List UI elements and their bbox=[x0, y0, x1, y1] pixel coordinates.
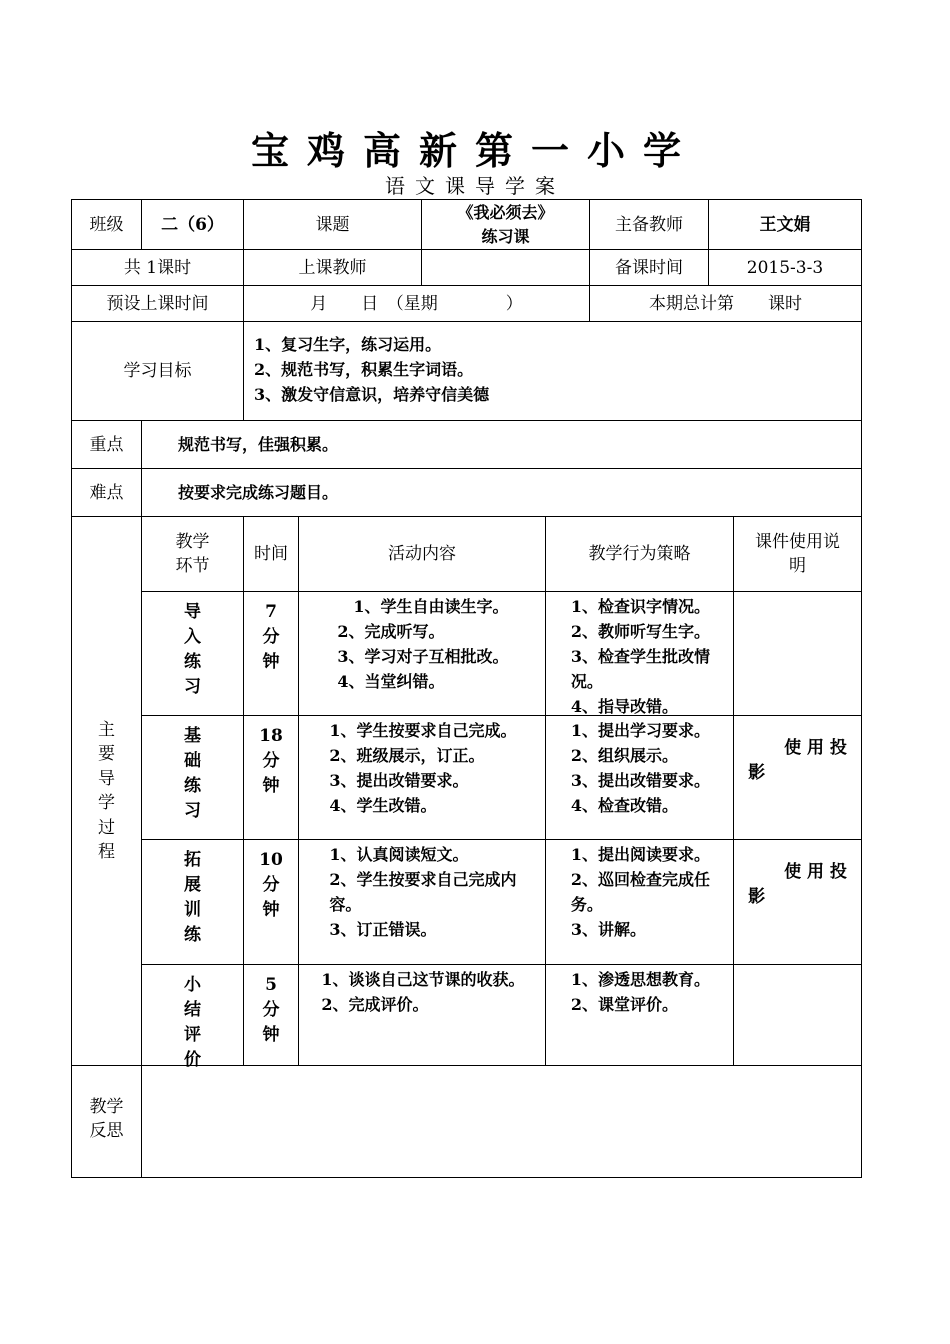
process-stage-cell bbox=[141, 839, 244, 965]
process-label-text bbox=[98, 718, 115, 865]
process-label-char: 导 bbox=[98, 768, 115, 789]
key-point-label: 重点 bbox=[71, 420, 142, 469]
process-stage-name bbox=[184, 840, 201, 948]
activity-item: 1、学生自由读生字。 bbox=[337, 597, 509, 616]
strategy-item: 2、巡回检查完成任 bbox=[570, 870, 711, 889]
time-number: 10 bbox=[259, 850, 283, 870]
activity-list bbox=[321, 716, 522, 818]
stage-char: 练 bbox=[184, 925, 201, 945]
strategy-item: 2、课堂评价。 bbox=[570, 995, 679, 1014]
process-activity-cell bbox=[298, 715, 546, 840]
strategy-item: 4、指导改错。 bbox=[570, 697, 679, 716]
difficulty-text: 按要求完成练习题目。 bbox=[141, 468, 862, 517]
process-strategy-cell bbox=[545, 839, 734, 965]
prep-time-label: 备课时间 bbox=[589, 249, 709, 286]
activity-item: 2、班级展示，订正。 bbox=[329, 746, 485, 765]
courseware-note bbox=[772, 965, 824, 985]
process-activity-cell bbox=[298, 591, 546, 716]
time-unit-char: 钟 bbox=[262, 652, 280, 672]
goal-item: 2、规范书写，积累生字词语。 bbox=[254, 360, 474, 379]
topic-title: 《我必须去》 bbox=[457, 202, 554, 222]
activity-item: 1、谈谈自己这节课的收获。 bbox=[321, 970, 525, 989]
class-teacher-value bbox=[421, 249, 590, 286]
goal-item: 3、激发守信意识，培养守信美德 bbox=[254, 385, 490, 404]
reflection-label-line1: 教学 bbox=[89, 1096, 124, 1117]
process-time-cell bbox=[243, 715, 299, 840]
activity-item: 1、认真阅读短文。 bbox=[329, 845, 469, 864]
time-unit-char: 分 bbox=[262, 751, 280, 771]
activity-list bbox=[313, 965, 530, 1017]
process-time-cell bbox=[243, 839, 299, 965]
strategy-item: 1、渗透思想教育。 bbox=[570, 970, 711, 989]
courseware-note bbox=[740, 840, 855, 910]
process-strategy-cell bbox=[545, 591, 734, 716]
strategy-item: 3、提出改错要求。 bbox=[570, 771, 711, 790]
time-unit-char: 分 bbox=[262, 875, 280, 895]
process-courseware-cell bbox=[733, 591, 862, 716]
stage-char: 习 bbox=[184, 801, 201, 821]
strategy-item: 3、讲解。 bbox=[570, 920, 647, 939]
stage-char: 基 bbox=[184, 726, 201, 746]
stage-char: 小 bbox=[184, 975, 201, 995]
time-unit-char: 钟 bbox=[262, 1025, 280, 1045]
process-stage-cell bbox=[141, 964, 244, 1070]
topic-type: 练习课 bbox=[481, 226, 530, 246]
process-stage-cell bbox=[141, 715, 244, 840]
process-time-cell bbox=[243, 964, 299, 1066]
process-label-char: 程 bbox=[98, 842, 115, 862]
process-label-char: 主 bbox=[98, 719, 115, 740]
lead-teacher-label: 主备教师 bbox=[589, 199, 709, 250]
process-time bbox=[259, 840, 283, 923]
time-unit-char: 分 bbox=[262, 627, 280, 647]
strategy-item: 2、教师听写生字。 bbox=[570, 622, 711, 641]
time-header: 时间 bbox=[243, 516, 299, 592]
lead-teacher-value: 王文娟 bbox=[708, 199, 862, 250]
activity-item: 2、完成听写。 bbox=[337, 622, 445, 641]
process-strategy-cell bbox=[545, 715, 734, 840]
process-stage-name bbox=[184, 592, 201, 700]
stage-char: 导 bbox=[184, 602, 201, 622]
process-stage-name bbox=[184, 716, 201, 824]
process-time bbox=[263, 965, 280, 1048]
activity-item: 3、学习对子互相批改。 bbox=[337, 647, 509, 666]
school-title: 宝鸡高新第一小学 bbox=[250, 128, 699, 173]
strategy-item: 1、检查识字情况。 bbox=[570, 597, 711, 616]
activity-item: 4、当堂纠错。 bbox=[337, 672, 445, 691]
activity-item: 2、学生按要求自己完成内 bbox=[329, 870, 517, 889]
process-activity-cell bbox=[298, 964, 546, 1066]
activity-item: 1、学生按要求自己完成。 bbox=[329, 721, 517, 740]
process-stage-name bbox=[184, 965, 201, 1073]
difficulty-label: 难点 bbox=[71, 468, 142, 517]
process-label-char: 要 bbox=[98, 744, 115, 764]
key-point-text: 规范书写，佳强积累。 bbox=[141, 420, 862, 469]
activity-item: 4、学生改错。 bbox=[329, 796, 437, 815]
courseware-header-line1: 课件使用说 bbox=[755, 532, 840, 552]
courseware-note-line2: 影 bbox=[748, 763, 766, 783]
courseware-note bbox=[740, 716, 855, 786]
strategy-item: 务。 bbox=[570, 895, 603, 914]
period-count: 本期总计第 课时 bbox=[589, 285, 862, 322]
stage-char: 展 bbox=[184, 875, 201, 895]
strategy-item: 2、组织展示。 bbox=[570, 746, 679, 765]
class-label: 班级 bbox=[71, 199, 142, 250]
activity-item: 3、订正错误。 bbox=[329, 920, 437, 939]
process-label-char: 过 bbox=[98, 817, 115, 838]
stage-char: 练 bbox=[184, 652, 201, 672]
goal-item: 1、复习生字，练习运用。 bbox=[254, 335, 442, 354]
time-unit-char: 钟 bbox=[262, 776, 280, 796]
stage-char: 入 bbox=[184, 627, 201, 647]
strategy-header: 教学行为策略 bbox=[545, 516, 734, 592]
stage-char: 结 bbox=[184, 1000, 201, 1020]
process-activity-cell bbox=[298, 839, 546, 965]
stage-char: 练 bbox=[184, 776, 201, 796]
process-label-char: 学 bbox=[98, 793, 115, 813]
process-label bbox=[71, 516, 142, 1066]
reflection-content bbox=[141, 1065, 862, 1178]
strategy-item: 况。 bbox=[570, 672, 603, 691]
strategy-list bbox=[563, 716, 716, 818]
strategy-item: 4、检查改错。 bbox=[570, 796, 679, 815]
goals-label: 学习目标 bbox=[71, 321, 244, 421]
strategy-list bbox=[563, 592, 716, 719]
process-courseware-cell bbox=[733, 839, 862, 965]
stage-header-line2: 环节 bbox=[175, 556, 210, 576]
planned-time-value: 月 日 （星期 ） bbox=[243, 285, 590, 322]
stage-char: 习 bbox=[184, 677, 201, 697]
activity-header: 活动内容 bbox=[298, 516, 546, 592]
stage-char: 评 bbox=[184, 1025, 201, 1045]
process-courseware-cell bbox=[733, 964, 862, 1066]
stage-char: 价 bbox=[184, 1050, 201, 1070]
process-time bbox=[263, 592, 280, 675]
stage-header bbox=[141, 516, 244, 592]
strategy-item: 1、提出阅读要求。 bbox=[570, 845, 711, 864]
process-courseware-cell bbox=[733, 715, 862, 840]
process-time bbox=[259, 716, 283, 799]
courseware-note bbox=[772, 592, 824, 612]
courseware-note-line1: 使 用 投 bbox=[784, 738, 847, 758]
topic-label: 课题 bbox=[243, 199, 422, 250]
strategy-list bbox=[563, 840, 716, 942]
strategy-list bbox=[563, 965, 716, 1017]
activity-item: 2、完成评价。 bbox=[321, 995, 429, 1014]
class-value: 二（6） bbox=[141, 199, 244, 250]
courseware-header-line2: 明 bbox=[789, 556, 806, 576]
goals-list bbox=[243, 321, 862, 421]
time-number: 7 bbox=[265, 602, 277, 622]
stage-header-line1: 教学 bbox=[175, 532, 210, 552]
planned-time-label: 预设上课时间 bbox=[71, 285, 244, 322]
stage-char: 础 bbox=[184, 751, 201, 771]
activity-item: 容。 bbox=[329, 895, 362, 914]
process-strategy-cell bbox=[545, 964, 734, 1066]
topic-value bbox=[421, 199, 590, 250]
process-stage-cell bbox=[141, 591, 244, 716]
courseware-note-line2: 影 bbox=[748, 887, 766, 907]
document-subtitle: 语文课导学案 bbox=[385, 174, 565, 198]
strategy-item: 1、提出学习要求。 bbox=[570, 721, 711, 740]
activity-list bbox=[321, 840, 522, 942]
total-hours: 共 1课时 bbox=[71, 249, 244, 286]
prep-time-value: 2015-3-3 bbox=[708, 249, 862, 286]
courseware-header bbox=[733, 516, 862, 592]
time-number: 18 bbox=[259, 726, 283, 746]
time-unit-char: 分 bbox=[262, 1000, 280, 1020]
time-unit-char: 钟 bbox=[262, 900, 280, 920]
strategy-item: 3、检查学生批改情 bbox=[570, 647, 711, 666]
class-teacher-label: 上课教师 bbox=[243, 249, 422, 286]
stage-char: 训 bbox=[184, 900, 201, 920]
process-time-cell bbox=[243, 591, 299, 716]
stage-char: 拓 bbox=[184, 850, 201, 870]
reflection-label-line2: 反思 bbox=[89, 1120, 124, 1141]
courseware-note-line1: 使 用 投 bbox=[784, 862, 847, 882]
reflection-label bbox=[71, 1065, 142, 1178]
activity-item: 3、提出改错要求。 bbox=[329, 771, 469, 790]
activity-list bbox=[329, 592, 514, 694]
time-number: 5 bbox=[265, 975, 277, 995]
